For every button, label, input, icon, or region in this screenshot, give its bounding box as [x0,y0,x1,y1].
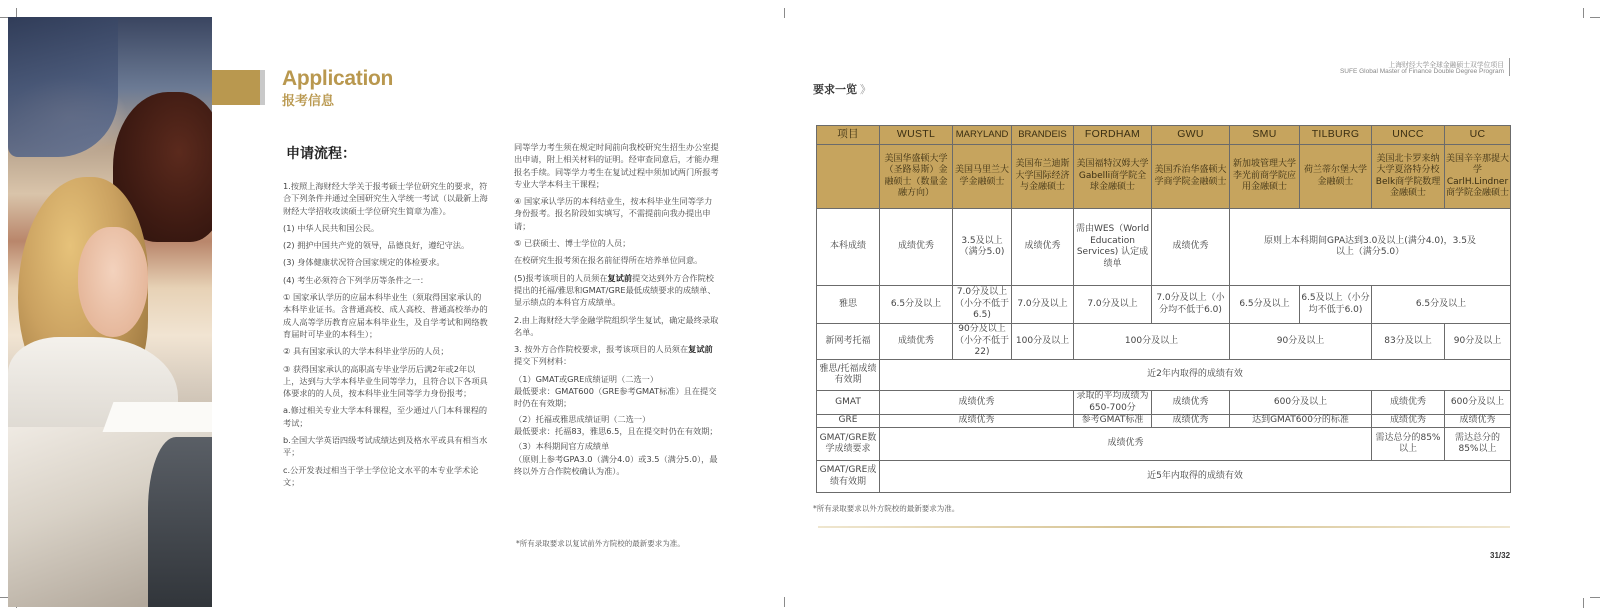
program-cell: 美国布兰迪斯大学国际经济与金融硕士 [1012,145,1074,209]
table-cell: 成绩优秀 [1152,209,1230,286]
requirements-table [816,125,1511,493]
table-cell: 成绩优秀 [1152,415,1230,428]
paragraph: (4) 考生必须符合下列学历等条件之一： [283,274,429,285]
program-header-zh: 上海财经大学全球金融硕士双学位项目 [1388,61,1504,69]
header-cell: UC [1445,126,1511,145]
table-cell: 成绩优秀 [880,209,953,286]
table-header-row [817,126,1511,145]
program-cell: 美国华盛顿大学（圣路易斯）金融硕士（数量金融方向） [880,145,953,209]
program-header-en: SUFE Global Master of Finance Double Degree Program [1339,68,1504,75]
paragraph: ③ 获得国家承认的高职高专毕业学历后满2年或2年以上，达到与大学本科毕业生同等学力，且符合以下各项具体要求的的人员，按本科毕业生同等学力身份报考； [283,363,488,399]
table-cell: 6.5分及以上 [1372,286,1511,324]
footnote-right: *所有录取要求以外方院校的最新要求为准。 [813,504,960,513]
title-accent-bar [212,70,262,105]
process-column-1 [283,180,489,493]
crop-mark [784,8,785,18]
process-column-2 [514,141,720,482]
emphasis: 复试前 [688,344,713,355]
requirements-title: 要求一览 》 [813,83,871,96]
table-row [817,209,1511,286]
table-cell: 600分及以上 [1230,391,1372,415]
paragraph: （1）GMAT或GRE成绩证明（二选一） 最低要求：GMAT600（GRE参考GMAT标准）且在提交时仍在有效期； [514,373,717,409]
header-cell: 项目 [817,126,880,145]
page-number: 31/32 [1490,551,1511,560]
students-photo [8,17,212,607]
table-row [817,428,1511,461]
header-cell: BRANDEIS [1012,126,1074,145]
table-cell: 近2年内取得的成绩有效 [880,360,1511,391]
table-cell: 7.0分及以上（小分不低于6.5) [953,286,1012,324]
table-cell: 7.0分及以上（小分均不低于6.0) [1152,286,1230,324]
table-cell: 近5年内取得的成绩有效 [880,461,1511,493]
row-label: GRE [817,415,880,428]
table-cell: 成绩优秀 [1372,415,1445,428]
paragraph: 在校研究生报考须在报名前征得所在培养单位同意。 [514,255,703,266]
table-cell: 成绩优秀 [1445,415,1511,428]
program-cell: 新加坡管理大学李光前商学院应用金融硕士 [1230,145,1300,209]
header-cell: GWU [1152,126,1230,145]
paragraph: （2）托福或雅思成绩证明（二选一） 最低要求：托福83，雅思6.5，且在提交时仍在有效期； [514,413,718,436]
header-cell: UNCC [1372,126,1445,145]
table-cell: 7.0分及以上 [1012,286,1074,324]
program-cell: 美国马里兰大学金融硕士 [953,145,1012,209]
table-cell: 成绩优秀 [880,324,953,360]
table-row [817,324,1511,360]
program-cell: 美国北卡罗来纳大学夏洛特分校Belk商学院数理金融硕士 [1372,145,1445,209]
paragraph: (2) 拥护中国共产党的领导，品德良好，遵纪守法。 [283,240,470,251]
table-cell: 6.5分及以上 [1230,286,1300,324]
section-title: 申请流程： [286,146,356,162]
table-cell: 成绩优秀 [1372,391,1445,415]
table-cell: 100分及以上 [1012,324,1074,360]
paragraph: (3) 身体健康状况符合国家规定的体检要求。 [283,257,445,268]
header-cell: MARYLAND [953,126,1012,145]
header-cell: TILBURG [1300,126,1372,145]
double-chevron-icon: 》 [860,83,871,96]
paragraph: （3）本科期间官方成绩单 （原则上参考GPA3.0（满分4.0）或3.5（满分5.0），最终以外方合作院校确认为准）。 [514,441,718,476]
paragraph: 2.由上海财经大学金融学院组织学生复试，确定最终录取名单。 [514,314,719,337]
paragraph: a.修过相关专业大学本科课程，至少通过八门本科课程的考试； [283,405,488,428]
table-cell: 6.5及以上（小分均不低于6.0) [1300,286,1372,324]
crop-mark [1590,597,1600,598]
table-cell: 7.0分及以上 [1074,286,1152,324]
paragraph: ⑤ 已获硕士、博士学位的人员； [514,238,631,249]
table-cell: 90分及以上（小分不低于22) [953,324,1012,360]
emphasis: 复试前 [607,272,633,283]
gold-divider [818,526,1510,528]
table-cell: 6.5分及以上 [880,286,953,324]
table-row [817,391,1511,415]
paragraph: c.公开发表过相当于学士学位论文水平的本专业学术论文； [283,464,479,487]
program-cell: 荷兰蒂尔堡大学金融硕士 [1300,145,1372,209]
header-cell: WUSTL [880,126,953,145]
paragraph: ② 具有国家承认的大学本科毕业学历的人员； [283,346,449,357]
table-cell: 需达总分的85%以上 [1372,428,1445,461]
crop-mark [1590,17,1600,18]
table-cell: 成绩优秀 [1012,209,1074,286]
header-divider [1509,58,1510,76]
table-cell: 90分及以上 [1445,324,1511,360]
paragraph: 3. 按外方合作院校要求，报考该项目的人员须在复试前提交下列材料： [514,344,713,367]
table-cell: 成绩优秀 [880,415,1074,428]
paragraph: b.全国大学英语四级考试成绩达到及格水平或具有相当水平； [283,435,488,458]
table-cell: 成绩优秀 [880,391,1074,415]
footnote-left: *所有录取要求以复试前外方院校的最新要求为准。 [516,539,685,548]
crop-mark [1583,8,1584,18]
table-cell: 成绩优秀 [880,428,1372,461]
paragraph: (5)报考该项目的人员须在复试前提交达到外方合作院校提出的托福/雅思和GMAT/GRE最低成绩要求的成绩单、显示绩点的本科官方成绩单。 [514,272,716,308]
paragraph: ① 国家承认学历的应届本科毕业生（须取得国家承认的本科毕业证书。含普通高校、成人高校、普通高校举办的成人高等学历教育应届本科毕业生，及自学考试和网络教育届时可毕业的本科生）； [283,292,488,339]
table-cell: 83分及以上 [1372,324,1445,360]
table-row [817,286,1511,324]
row-label: GMAT [817,391,880,415]
paragraph: 同等学力考生须在规定时间前向我校研究生招生办公室提出申请，附上相关材料的证明。经审查同意后，才能办理报名手续。同等学力考生在复试过程中须加试两门所报考专业大学本科主干课程； [514,142,719,189]
table-cell: 成绩优秀 [1152,391,1230,415]
table-cell: 600分及以上 [1445,391,1511,415]
table-cell: 录取的平均成绩为650-700分 [1074,391,1152,415]
page-title-en: Application [282,67,394,90]
table-cell: 100分及以上 [1074,324,1230,360]
table-row [817,360,1511,391]
row-label: 雅思/托福成绩有效期 [817,360,880,391]
row-label: 本科成绩 [817,209,880,286]
program-cell: 美国乔治华盛顿大学商学院金融硕士 [1152,145,1230,209]
row-label: 新网考托福 [817,324,880,360]
table-cell: 需达总分的85%以上 [1445,428,1511,461]
paragraph: 1.按照上海财经大学关于报考硕士学位研究生的要求，符合下列条件并通过全国研究生入学统一考试（以最新上海财经大学招收攻读硕士学位研究生简章为准）。 [283,181,488,216]
program-cell: 美国辛辛那提大学CarlH.Lindner商学院金融硕士 [1445,145,1511,209]
row-label: GMAT/GRE数学成绩要求 [817,428,880,461]
crop-mark [1583,598,1584,608]
row-label: GMAT/GRE成绩有效期 [817,461,880,493]
table-cell: 3.5及以上（满分5.0) [953,209,1012,286]
header-cell [817,145,880,209]
table-row [817,415,1511,428]
header-cell: SMU [1230,126,1300,145]
table-cell: 需由WES（World Education Services) 认定成绩单 [1074,209,1152,286]
table-cell: 参考GMAT标准 [1074,415,1152,428]
paragraph: ④ 国家承认学历的本科结业生，按本科毕业生同等学力身份报考。报名阶段如实填写，不需提前向我办提出申请； [514,196,713,231]
table-cell: 达到GMAT600分的标准 [1230,415,1372,428]
page-title-zh: 报考信息 [282,94,335,109]
paragraph: (1) 中华人民共和国公民。 [283,222,380,233]
crop-mark [784,597,785,607]
table-cell: 90分及以上 [1230,324,1372,360]
program-name-row [817,145,1511,209]
program-cell: 美国福特汉姆大学Gabelli商学院全球金融硕士 [1074,145,1152,209]
table-cell: 原则上本科期间GPA达到3.0及以上(满分4.0)，3.5及以上（满分5.0） [1230,209,1511,286]
title-accent-edge [260,70,265,105]
row-label: 雅思 [817,286,880,324]
header-cell: FORDHAM [1074,126,1152,145]
table-row [817,461,1511,493]
